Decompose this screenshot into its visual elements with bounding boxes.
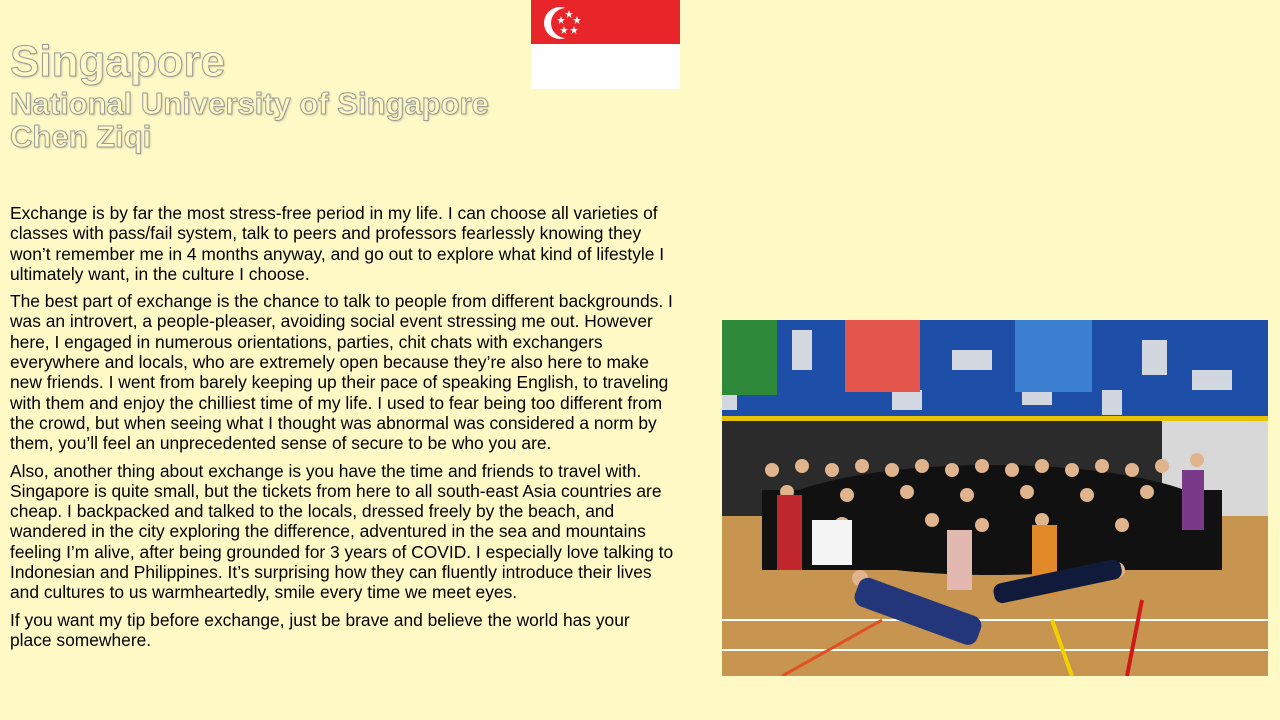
flag-white-band <box>531 44 680 89</box>
paragraph-2: The best part of exchange is the chance to talk to people from different backgrounds. I was an introvert, a people-pleaser, avoiding social event stressing me out. However here, I engaged in numerous orientations, parties, chit chats with exchangers everywhere and locals, who are extremely open because they’re also here to make new friends. I went from barely keeping up their pace of speaking English, to traveling with them and enjoy the chilliest time of my life. I used to fear being too different from the crowd, but when seeing what I thought was abnormal was considered a norm by them, you’ll feel an unprecedented sense of secure to be who you are. <box>10 291 673 454</box>
country-title: Singapore <box>10 37 226 86</box>
paragraph-1: Exchange is by far the most stress-free period in my life. I can choose all varieties of classes with pass/fail system, talk to peers and professors fearlessly knowing they won’t remember me in 4 months anyway, and go out to explore what kind of lifestyle I ultimately want, in the culture I choose. <box>10 203 665 284</box>
blue-banner <box>1015 320 1092 392</box>
paragraph-3: Also, another thing about exchange is you have the time and friends to travel with. Singapore is quite small, but the tickets from here to all south-east Asia countries are cheap. I backpacked and talked to the locals, dressed freely by the beach, and wandered in the city exploring the difference, adventured in the sea and mountains feeling I’m alive, after being grounded for 3 years of COVID. I especially love talking to Indonesian and Philippines. It’s surprising how they can fluently introduce their lives and cultures to us warmheartedly, smile every time we meet eyes. <box>10 460 674 603</box>
singapore-flag <box>531 0 680 89</box>
title-block <box>10 37 489 154</box>
group-photo <box>722 320 1268 676</box>
essay-text <box>10 203 675 657</box>
red-banner <box>845 320 920 392</box>
paragraph-4: If you want my tip before exchange, just be brave and believe the world has your place somewhere. <box>10 609 630 650</box>
university-title: National University of Singapore <box>10 86 489 121</box>
student-name: Chen Ziqi <box>10 119 152 154</box>
crescent-stars-icon <box>539 2 587 44</box>
green-banner <box>722 320 777 395</box>
